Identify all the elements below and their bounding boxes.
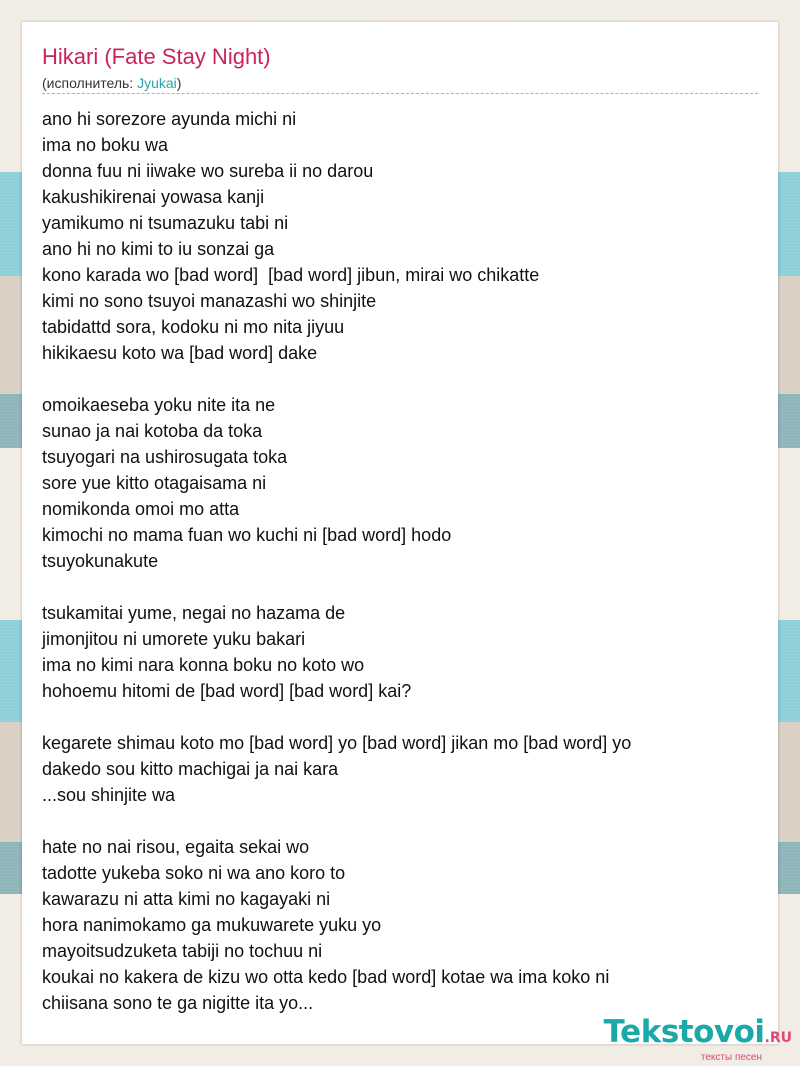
logo-tagline: тексты песен — [700, 1052, 762, 1063]
lyric-line: hohoemu hitomi de [bad word] [bad word] kai? — [42, 681, 412, 701]
stanza-break — [42, 808, 762, 834]
lyric-line: ima no boku wa — [42, 135, 169, 155]
lyric-line: kawarazu ni atta kimi no kagayaki ni — [42, 889, 331, 909]
site-logo[interactable] — [604, 1015, 792, 1063]
stanza-break — [42, 704, 762, 730]
lyric-line: kegarete shimau koto mo [bad word] yo [bad word] jikan mo [bad word] yo — [42, 733, 632, 753]
lyric-line: omoikaeseba yoku nite ita ne — [42, 395, 276, 415]
lyric-line: ano hi no kimi to iu sonzai ga — [42, 239, 275, 259]
lyric-line: mayoitsudzuketa tabiji no tochuu ni — [42, 941, 323, 961]
lyric-line: dakedo sou kitto machigai ja nai kara — [42, 759, 339, 779]
lyric-line: nomikonda omoi mo atta — [42, 499, 240, 519]
lyric-line: sore yue kitto otagaisama ni — [42, 473, 267, 493]
lyric-line: ano hi sorezore ayunda michi ni — [42, 109, 297, 129]
lyric-line: tadotte yukeba soko ni wa ano koro to — [42, 863, 346, 883]
lyric-line: kimochi no mama fuan wo kuchi ni [bad word] hodo — [42, 525, 452, 545]
lyric-line: ima no kimi nara konna boku no koto wo — [42, 655, 365, 675]
lyric-line: donna fuu ni iiwake wo sureba ii no darou — [42, 161, 374, 181]
artist-link[interactable]: Jyukai — [137, 75, 177, 91]
logo-wordmark — [604, 1015, 792, 1055]
lyric-line: hora nanimokamo ga mukuwarete yuku yo — [42, 915, 382, 935]
lyrics-card — [22, 22, 778, 1044]
artist-line — [42, 74, 181, 92]
lyric-line: jimonjitou ni umorete yuku bakari — [42, 629, 306, 649]
logo-main-text: Tekstovoi — [603, 1014, 765, 1050]
lyric-line: koukai no kakera de kizu wo otta kedo [bad word] kotae wa ima koko ni — [42, 967, 610, 987]
dashed-divider — [42, 93, 758, 94]
lyric-line: hikikaesu koto wa [bad word] dake — [42, 343, 318, 363]
lyric-line: ...sou shinjite wa — [42, 785, 176, 805]
lyric-line: kimi no sono tsuyoi manazashi wo shinjite — [42, 291, 377, 311]
lyric-line: tsukamitai yume, negai no hazama de — [42, 603, 346, 623]
logo-tld: .RU — [764, 1030, 792, 1046]
lyric-line: tsuyokunakute — [42, 551, 159, 571]
lyric-line: chiisana sono te ga nigitte ita yo... — [42, 993, 314, 1013]
stanza-break — [42, 574, 762, 600]
lyric-line: sunao ja nai kotoba da toka — [42, 421, 263, 441]
lyric-line: tabidattd sora, kodoku ni mo nita jiyuu — [42, 317, 345, 337]
lyric-line: hate no nai risou, egaita sekai wo — [42, 837, 310, 857]
song-title: Hikari (Fate Stay Night) — [42, 44, 271, 69]
lyric-line: kakushikirenai yowasa kanji — [42, 187, 265, 207]
lyric-line: kono karada wo [bad word] [bad word] jibun, mirai wo chikatte — [42, 265, 540, 285]
stanza-break — [42, 366, 762, 392]
lyric-line: yamikumo ni tsumazuku tabi ni — [42, 213, 289, 233]
lyric-line: tsuyogari na ushirosugata toka — [42, 447, 288, 467]
artist-suffix: ) — [176, 75, 182, 91]
artist-prefix: (исполнитель: — [42, 75, 138, 91]
lyrics-text — [42, 106, 762, 1016]
